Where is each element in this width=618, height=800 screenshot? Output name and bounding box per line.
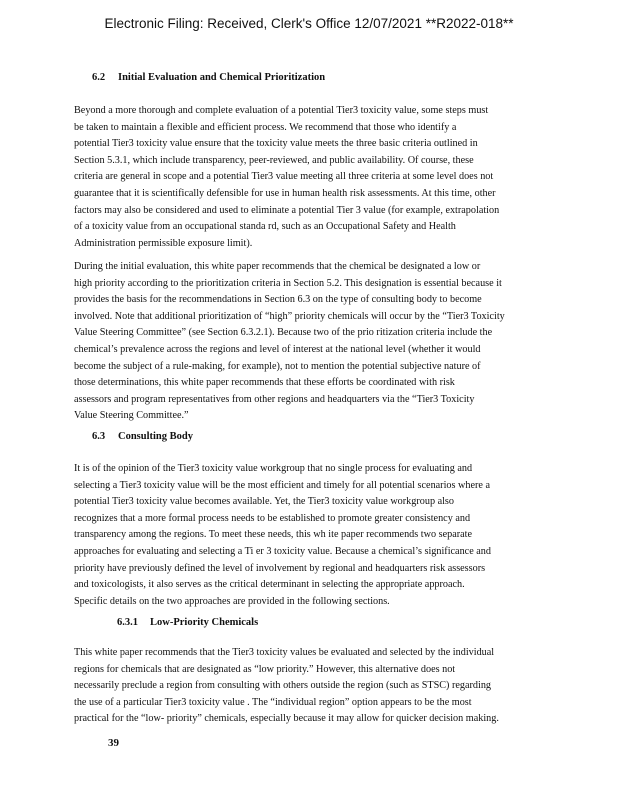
section-6-3-title: Consulting Body [118, 431, 193, 442]
paragraph-line: During the initial evaluation, this white paper recommends that the chemical be designated a low or [74, 261, 481, 272]
paragraph-line: Beyond a more thorough and complete evaluation of a potential Tier3 toxicity value, some steps must [74, 105, 489, 116]
section-6-3-1-title: Low-Priority Chemicals [150, 617, 259, 628]
paragraph-line: the use of a particular Tier3 toxicity value . The “individual region” option appears to be the most [74, 696, 472, 708]
paragraph-line: recognizes that a more formal process needs to be established to promote greater consistency and [74, 512, 471, 524]
paragraph-line: high priority according to the prioritization criteria in Section 5.2. This designation is essential because it [74, 277, 502, 289]
paragraph-4 [74, 645, 538, 728]
paragraph-line: guarantee that it is scientifically defensible for use in human health risk assessments. At this time, other [74, 187, 496, 199]
paragraph-line: regions for chemicals that are designated as “low priority.” However, this alternative does not [74, 663, 456, 675]
paragraph-line: Administration permissible exposure limit). [74, 237, 253, 249]
paragraph-line: priority have previously defined the level of involvement by regional and headquarters risk assessors [74, 562, 486, 574]
paragraph-line: approaches for evaluating and selecting a Ti er 3 toxicity value. Because a chemical’s significance and [74, 545, 491, 557]
paragraph-line: potential Tier3 toxicity value becomes available. Yet, the Tier3 toxicity value workgroup also [74, 496, 454, 508]
paragraph-line: criteria are general in scope and a potential Tier3 value meeting all three criteria at some level does not [74, 171, 494, 183]
section-6-2-title: Initial Evaluation and Chemical Prioritization [118, 72, 326, 83]
paragraph-line: potential Tier3 toxicity value ensure that the toxicity value meets the three basic criteria outlined in [74, 138, 478, 150]
paragraph-line: transparency among the regions. To meet these needs, this wh ite paper recommends two separate [74, 529, 472, 541]
paragraph-line: those determinations, this white paper recommends that these efforts be coordinated with risk [74, 377, 455, 389]
section-6-2-number: 6.2 [92, 72, 106, 83]
paragraph-line: Value Steering Committee.” [74, 410, 189, 422]
paragraph-line: necessarily preclude a region from consulting with others outside the region (such as STSC) regarding [74, 680, 492, 692]
paragraph-1 [74, 103, 538, 252]
paragraph-line: It is of the opinion of the Tier3 toxicity value workgroup that no single process for evaluating and [74, 463, 473, 474]
paragraph-line: involved. Note that additional prioritization of “high” priority chemicals will occur by the “Tier3 Toxicity [74, 310, 505, 322]
paragraph-line: selecting a Tier3 toxicity value will be the most efficient and timely for all potential scenarios where a [74, 479, 490, 491]
filing-header: Electronic Filing: Received, Clerk's Office 12/07/2021 **R2022-018** [104, 16, 514, 31]
paragraph-line: Section 5.3.1, which include transparency, peer-reviewed, and public availability. Of course, these [74, 154, 474, 166]
paragraph-line: practical for the “low- priority” chemicals, especially because it may allow for quicker decision making. [74, 713, 499, 725]
paragraph-line: and toxicologists, it also serves as the critical determinant in selecting the appropriate approach. [74, 579, 465, 591]
paragraph-line: become the subject of a rule-making, for example), not to mention the potential subjective nature of [74, 360, 481, 372]
paragraph-line: provides the basis for the recommendations in Section 6.3 on the type of consulting body to become [74, 294, 482, 306]
paragraph-line: assessors and program representatives from other regions and headquarters via the “Tier3 Toxicity [74, 393, 475, 405]
section-6-3-1-heading [117, 617, 258, 628]
section-6-3-1-number: 6.3.1 [117, 617, 138, 628]
paragraph-line: Value Steering Committee” (see Section 6.3.2.1). Because two of the prio ritization criteria include the [74, 327, 493, 339]
section-6-3-number: 6.3 [92, 431, 106, 442]
paragraph-line: be taken to maintain a flexible and efficient process. We recommend that those who identify a [74, 121, 457, 133]
paragraph-line: Specific details on the two approaches are provided in the following sections. [74, 595, 390, 607]
page-number: 39 [108, 737, 119, 749]
paragraph-2 [74, 259, 538, 425]
section-6-3-heading [92, 431, 193, 442]
paragraph-line: chemical’s prevalence across the regions and level of interest at the national level (whether it would [74, 343, 481, 355]
paragraph-line: of a toxicity value from an occupational standa rd, such as an Occupational Safety and Health [74, 221, 456, 233]
paragraph-line: factors may also be considered and used to eliminate a potential Tier 3 value (for example, extrapolation [74, 204, 500, 216]
paragraph-line: This white paper recommends that the Tier3 toxicity values be evaluated and selected by the individual [74, 647, 495, 658]
paragraph-3 [74, 461, 538, 610]
section-6-2-heading [92, 72, 325, 83]
